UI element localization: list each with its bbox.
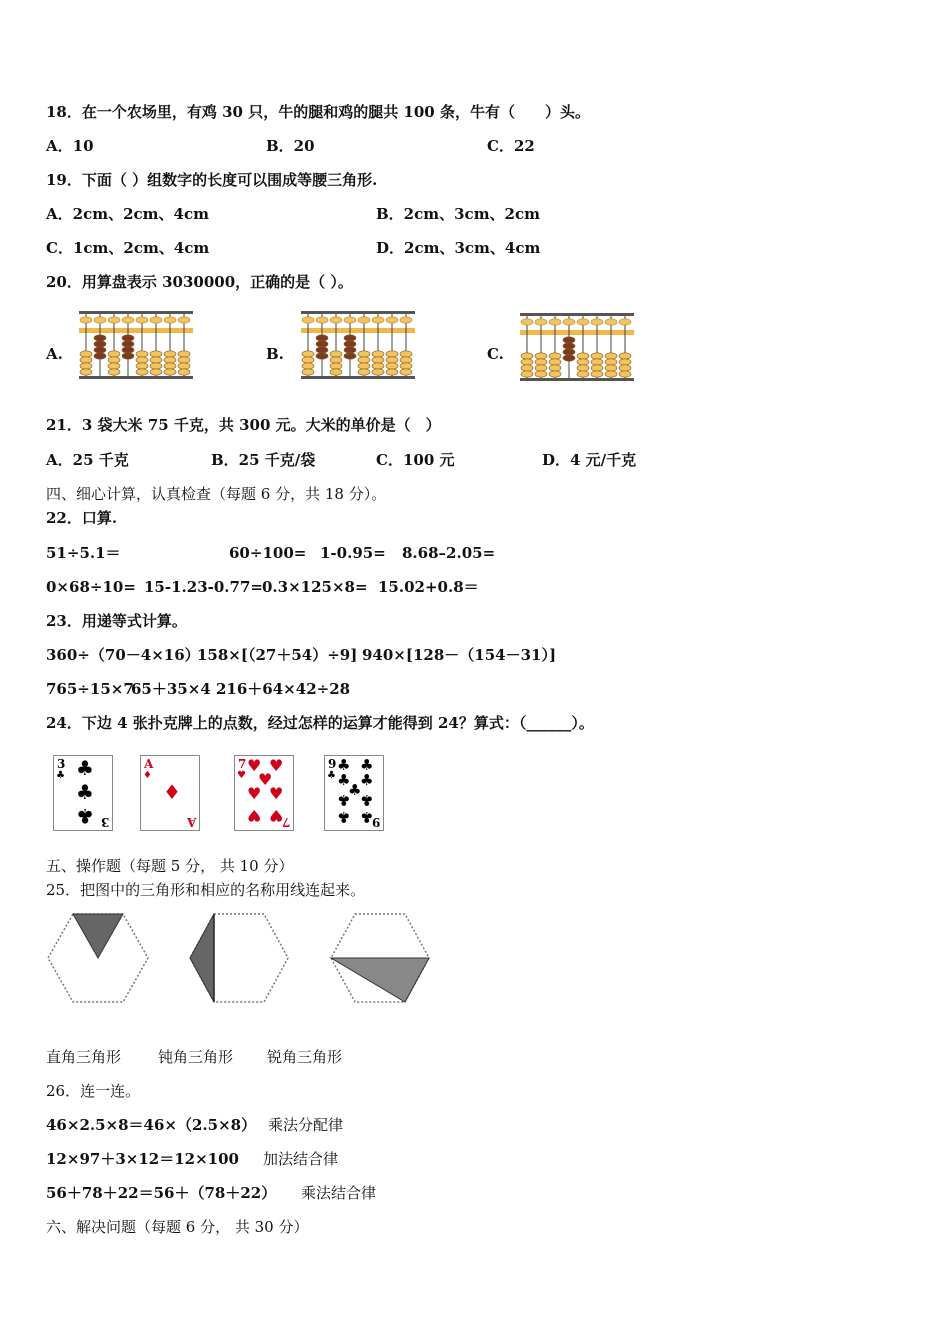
q22-expr: 0.3×125×8=: [262, 578, 368, 596]
q18-option-c: C．22: [487, 137, 535, 155]
q21-option-c: C．100 元: [376, 451, 455, 469]
q21-option-b: B．25 千克/袋: [211, 451, 316, 469]
playing-card-9-clubs: [324, 755, 384, 831]
section-6-heading: 六、解决问题（每题 6 分， 共 30 分）: [46, 1218, 309, 1236]
club-icon: ♣: [337, 791, 351, 809]
q26-right-item: 乘法分配律: [268, 1116, 344, 1134]
heart-icon: ♥: [269, 756, 284, 775]
heart-icon: ♥: [237, 770, 246, 781]
q21-stem: 21．3 袋大米 75 千克，共 300 元。大米的单价是（ ）: [46, 416, 441, 434]
q23-stem: 23．用递等式计算。: [46, 612, 187, 630]
q23-expr: 765÷15×7: [46, 680, 134, 698]
card-rank: 9: [371, 815, 380, 829]
triangle-label-acute: 锐角三角形: [267, 1048, 343, 1066]
q23-expr: 940×[128－（154－31）]: [362, 646, 557, 664]
q23-expr: 65＋35×4: [131, 680, 211, 698]
card-rank: 7: [281, 815, 290, 829]
q19-option-d: D．2cm、3cm、4cm: [376, 239, 541, 257]
club-icon: ♣: [76, 804, 94, 828]
club-icon: ♣: [348, 781, 362, 799]
q24-stem: 24．下边 4 张扑克牌上的点数，经过怎样的运算才能得到 24？算式：（______）。: [46, 714, 594, 732]
heart-icon: ♥: [269, 806, 284, 825]
heart-icon: ♥: [247, 784, 262, 803]
q19-option-a: A．2cm、2cm、4cm: [46, 205, 209, 223]
playing-card-7-hearts: [234, 755, 294, 831]
club-icon: ♣: [360, 756, 374, 774]
q19-option-c: C．1cm、2cm、4cm: [46, 239, 210, 257]
q26-left-item: 56＋78＋22＝56＋（78＋22）: [46, 1184, 277, 1202]
q22-expr: 15.02+0.8＝: [378, 578, 479, 596]
q18-stem: 18．在一个农场里，有鸡 30 只，牛的腿和鸡的腿共 100 条，牛有（ ）头。: [46, 103, 590, 121]
club-icon: ♣: [337, 756, 351, 774]
q21-option-a: A．25 千克: [46, 451, 129, 469]
q22-stem: 22．口算.: [46, 509, 118, 527]
club-icon: ♣: [360, 771, 374, 789]
heart-icon: ♥: [247, 806, 262, 825]
q22-expr: 1-0.95=: [320, 544, 386, 562]
club-icon: ♣: [56, 770, 65, 781]
triangle-label-obtuse: 钝角三角形: [158, 1048, 234, 1066]
card-rank: 3: [100, 815, 109, 829]
q26-left-item: 12×97＋3×12＝12×100: [46, 1150, 239, 1168]
playing-card-3-clubs: [53, 755, 113, 831]
abacus-b: [300, 310, 416, 380]
card-rank: A: [186, 815, 196, 829]
section-4-heading: 四、细心计算，认真检查（每题 6 分，共 18 分）。: [46, 485, 387, 503]
q26-right-item: 加法结合律: [263, 1150, 339, 1168]
q18-option-b: B．20: [266, 137, 315, 155]
q20-stem: 20．用算盘表示 3030000，正确的是（ ）。: [46, 273, 353, 291]
triangle-label-right: 直角三角形: [46, 1048, 122, 1066]
card-rank: A: [144, 757, 154, 771]
club-icon: ♣: [360, 808, 374, 826]
club-icon: ♣: [76, 756, 94, 780]
card-rank: 3: [57, 757, 66, 771]
section-5-heading: 五、操作题（每题 5 分， 共 10 分）: [46, 857, 294, 875]
club-icon: ♣: [337, 771, 351, 789]
heart-icon: ♥: [269, 784, 284, 803]
q25-stem: 25．把图中的三角形和相应的名称用线连起来。: [46, 881, 366, 899]
abacus-a: [78, 310, 194, 380]
club-icon: ♣: [337, 808, 351, 826]
q26-left-item: 46×2.5×8＝46×（2.5×8）: [46, 1116, 257, 1134]
q22-expr: 51÷5.1＝: [46, 544, 121, 562]
heart-icon: ♥: [258, 770, 273, 789]
q20-option-b: B.: [266, 345, 284, 363]
club-icon: ♣: [327, 770, 336, 781]
q18-option-a: A．10: [46, 137, 94, 155]
q26-stem: 26．连一连。: [46, 1082, 141, 1100]
q26-right-item: 乘法结合律: [301, 1184, 377, 1202]
hexagon-acute-triangle-figure: [329, 912, 433, 1004]
q20-option-c: C.: [487, 345, 504, 363]
q22-expr: 0×68÷10=: [46, 578, 136, 596]
heart-icon: ♥: [247, 756, 262, 775]
q20-option-a: A.: [46, 345, 63, 363]
hexagon-right-triangle-figure: [46, 912, 152, 1004]
q23-expr: 158×[（27＋54）÷9]: [197, 646, 358, 664]
abacus-c: [519, 312, 635, 382]
club-icon: ♣: [360, 791, 374, 809]
q22-expr: 15-1.23-0.77=: [144, 578, 263, 596]
q19-stem: 19．下面（ ）组数字的长度可以围成等腰三角形.: [46, 171, 378, 189]
q19-option-b: B．2cm、3cm、2cm: [376, 205, 541, 223]
playing-card-ace-diamonds: [140, 755, 200, 831]
q22-expr: 8.68–2.05=: [402, 544, 496, 562]
q23-expr: 216＋64×42÷28: [216, 680, 351, 698]
hexagon-obtuse-triangle-figure: [188, 912, 292, 1004]
q22-expr: 60÷100=: [229, 544, 307, 562]
diamond-icon: ♦: [163, 780, 181, 804]
q23-expr: 360÷（70－4×16）: [46, 646, 200, 664]
diamond-icon: ♦: [143, 770, 152, 781]
card-rank: 7: [238, 757, 247, 771]
q21-option-d: D．4 元/千克: [542, 451, 637, 469]
club-icon: ♣: [76, 780, 94, 804]
card-rank: 9: [328, 757, 337, 771]
